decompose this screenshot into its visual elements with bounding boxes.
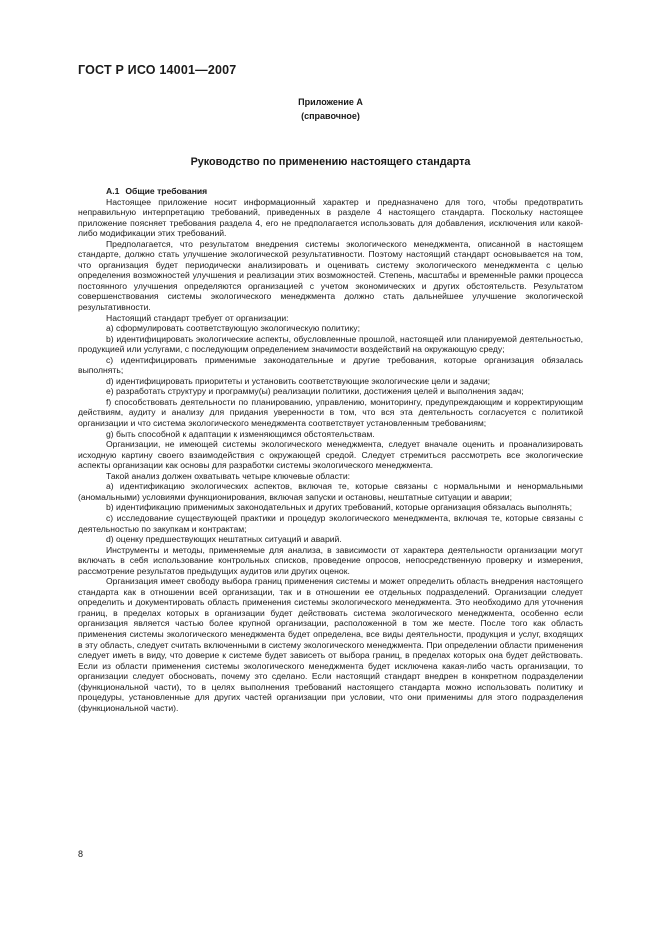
list-item: d) оценку предшествующих нештатных ситуаций и аварий. bbox=[106, 534, 342, 545]
list-item: e) разработать структуру и программу(ы) реализации политики, достижения целей и выполнения задач; bbox=[106, 386, 524, 397]
standard-code-header: ГОСТ Р ИСО 14001—2007 bbox=[78, 63, 237, 77]
list-item: a) сформулировать соответствующую экологическую политику; bbox=[106, 323, 360, 334]
paragraph: Такой анализ должен охватывать четыре ключевые области: bbox=[106, 470, 351, 481]
paragraph: Организации, не имеющей системы экологического менеджмента, следует вначале оценить и проанализировать исходную картину своего взаимодействия с окружающей средой. Следует стремиться рассмотреть все экологические аспекты организации как основы для разработки системы экологического менеджмента. bbox=[78, 439, 583, 471]
list-item: d) идентифицировать приоритеты и установить соответствующие экологические цели и задачи; bbox=[106, 375, 491, 386]
paragraph: Предполагается, что результатом внедрения системы экологического менеджмента, описанной в настоящем стандарте, должно стать улучшение экологической результативности. Поэтому настоящий стандарт основывается на том, что организация будет периодически анализировать и оценивать систему экологического менеджмента с целью определения возможностей улучшения и реализации этих возможностей. Степень, масштабы и временнЫе рамки процесса постоянного улучшения определяются организацией с учетом экономических и других обстоятельств. Результатом совершенствования системы экологического менеджмента должно стать дальнейшее улучшение экологической результативности. bbox=[78, 238, 583, 313]
list-item: b) идентификацию применимых законодательных и других требований, которые организация обязалась выполнять; bbox=[106, 502, 573, 513]
section-heading bbox=[78, 186, 583, 197]
body-text bbox=[78, 186, 583, 713]
list-item: c) идентифицировать применимые законодательные и другие требования, которые организация обязалась выполнять; bbox=[78, 354, 583, 376]
paragraph: Настоящий стандарт требует от организации: bbox=[106, 312, 289, 323]
annex-title: Приложение А bbox=[298, 97, 363, 107]
annex-type: (справочное) bbox=[301, 111, 360, 121]
paragraph: Настоящее приложение носит информационный характер и предназначено для того, чтобы предотвратить неправильную интерпретацию требований, приведенных в разделе 4 настоящего стандарта. Поскольку настоящее приложение поясняет требования раздела 4, его не предполагается использовать для добавления, исключения или какой-либо модификации этих требований. bbox=[78, 196, 583, 239]
section-number: А.1 bbox=[106, 186, 120, 196]
page-number: 8 bbox=[78, 849, 84, 859]
list-item: g) быть способной к адаптации к изменяющимся обстоятельствам. bbox=[106, 428, 375, 439]
list-item: a) идентификацию экологических аспектов, включая те, которые связаны с нормальными и ненормальными (аномальными) условиями функционирования, включая запуски и остановы, нештатные ситуации и аварии; bbox=[78, 481, 583, 502]
list-item: c) исследование существующей практики и процедур экологического менеджмента, включая те, которые связаны с деятельностью по закупкам и контрактам; bbox=[78, 512, 583, 534]
list-item: f) способствовать деятельности по планированию, управлению, мониторингу, предупреждающим и корректирующим действиям, аудиту и анализу для придания уверенности в том, что вся эта деятельность согласуется с политикой организации и что система экологического менеджмента соответствует установленным требованиям; bbox=[78, 396, 583, 429]
annex-heading bbox=[0, 95, 661, 123]
paragraph: Инструменты и методы, применяемые для анализа, в зависимости от характера деятельности организации могут включать в себя использование контрольных списков, проведение опросов, непосредственную проверку и измерения, рассмотрение результатов предыдущих аудитов или других оценок. bbox=[78, 544, 583, 576]
paragraph: Организация имеет свободу выбора границ применения системы и может определить область внедрения настоящего стандарта как в отношении всей организации, так и в отношении ее отдельных подразделений. Организации следует определить и документировать область применения системы экологического менеджмента. Это необходимо для уточнения границ, в пределах которых в организации будет действовать система экологического менеджмента, особенно если организация является частью более крупной организации, расположенной в том же месте. После того как область применения системы экологического менеджмента будет определена, все виды деятельности, продукция и услуг, входящих в эту область, следует считать включенными в систему экологического менеджмента. При определении области применения следует иметь в виду, что доверие к системе будет зависеть от выбора границ, в пределах которых она будет действовать. Если из области применения системы экологического менеджмента будет исключена какая-либо часть организации, то организации следует обосновать, почему это сделано. Если настоящий стандарт внедрен в конкретном подразделении (функциональной части), то в целях выполнения требований настоящего стандарта можно использовать политику и процедуры, установленные для других частей организации при условии, что они применимы для этого подразделения (функциональной части). bbox=[78, 576, 583, 713]
section-title: Общие требования bbox=[125, 186, 208, 196]
list-item: b) идентифицировать экологические аспекты, обусловленные прошлой, настоящей или планируемой деятельностью, продукцией или услугами, с последующим определением значимости воздействий на окружающую среду; bbox=[78, 333, 583, 355]
document-title: Руководство по применению настоящего стандарта bbox=[190, 156, 471, 168]
